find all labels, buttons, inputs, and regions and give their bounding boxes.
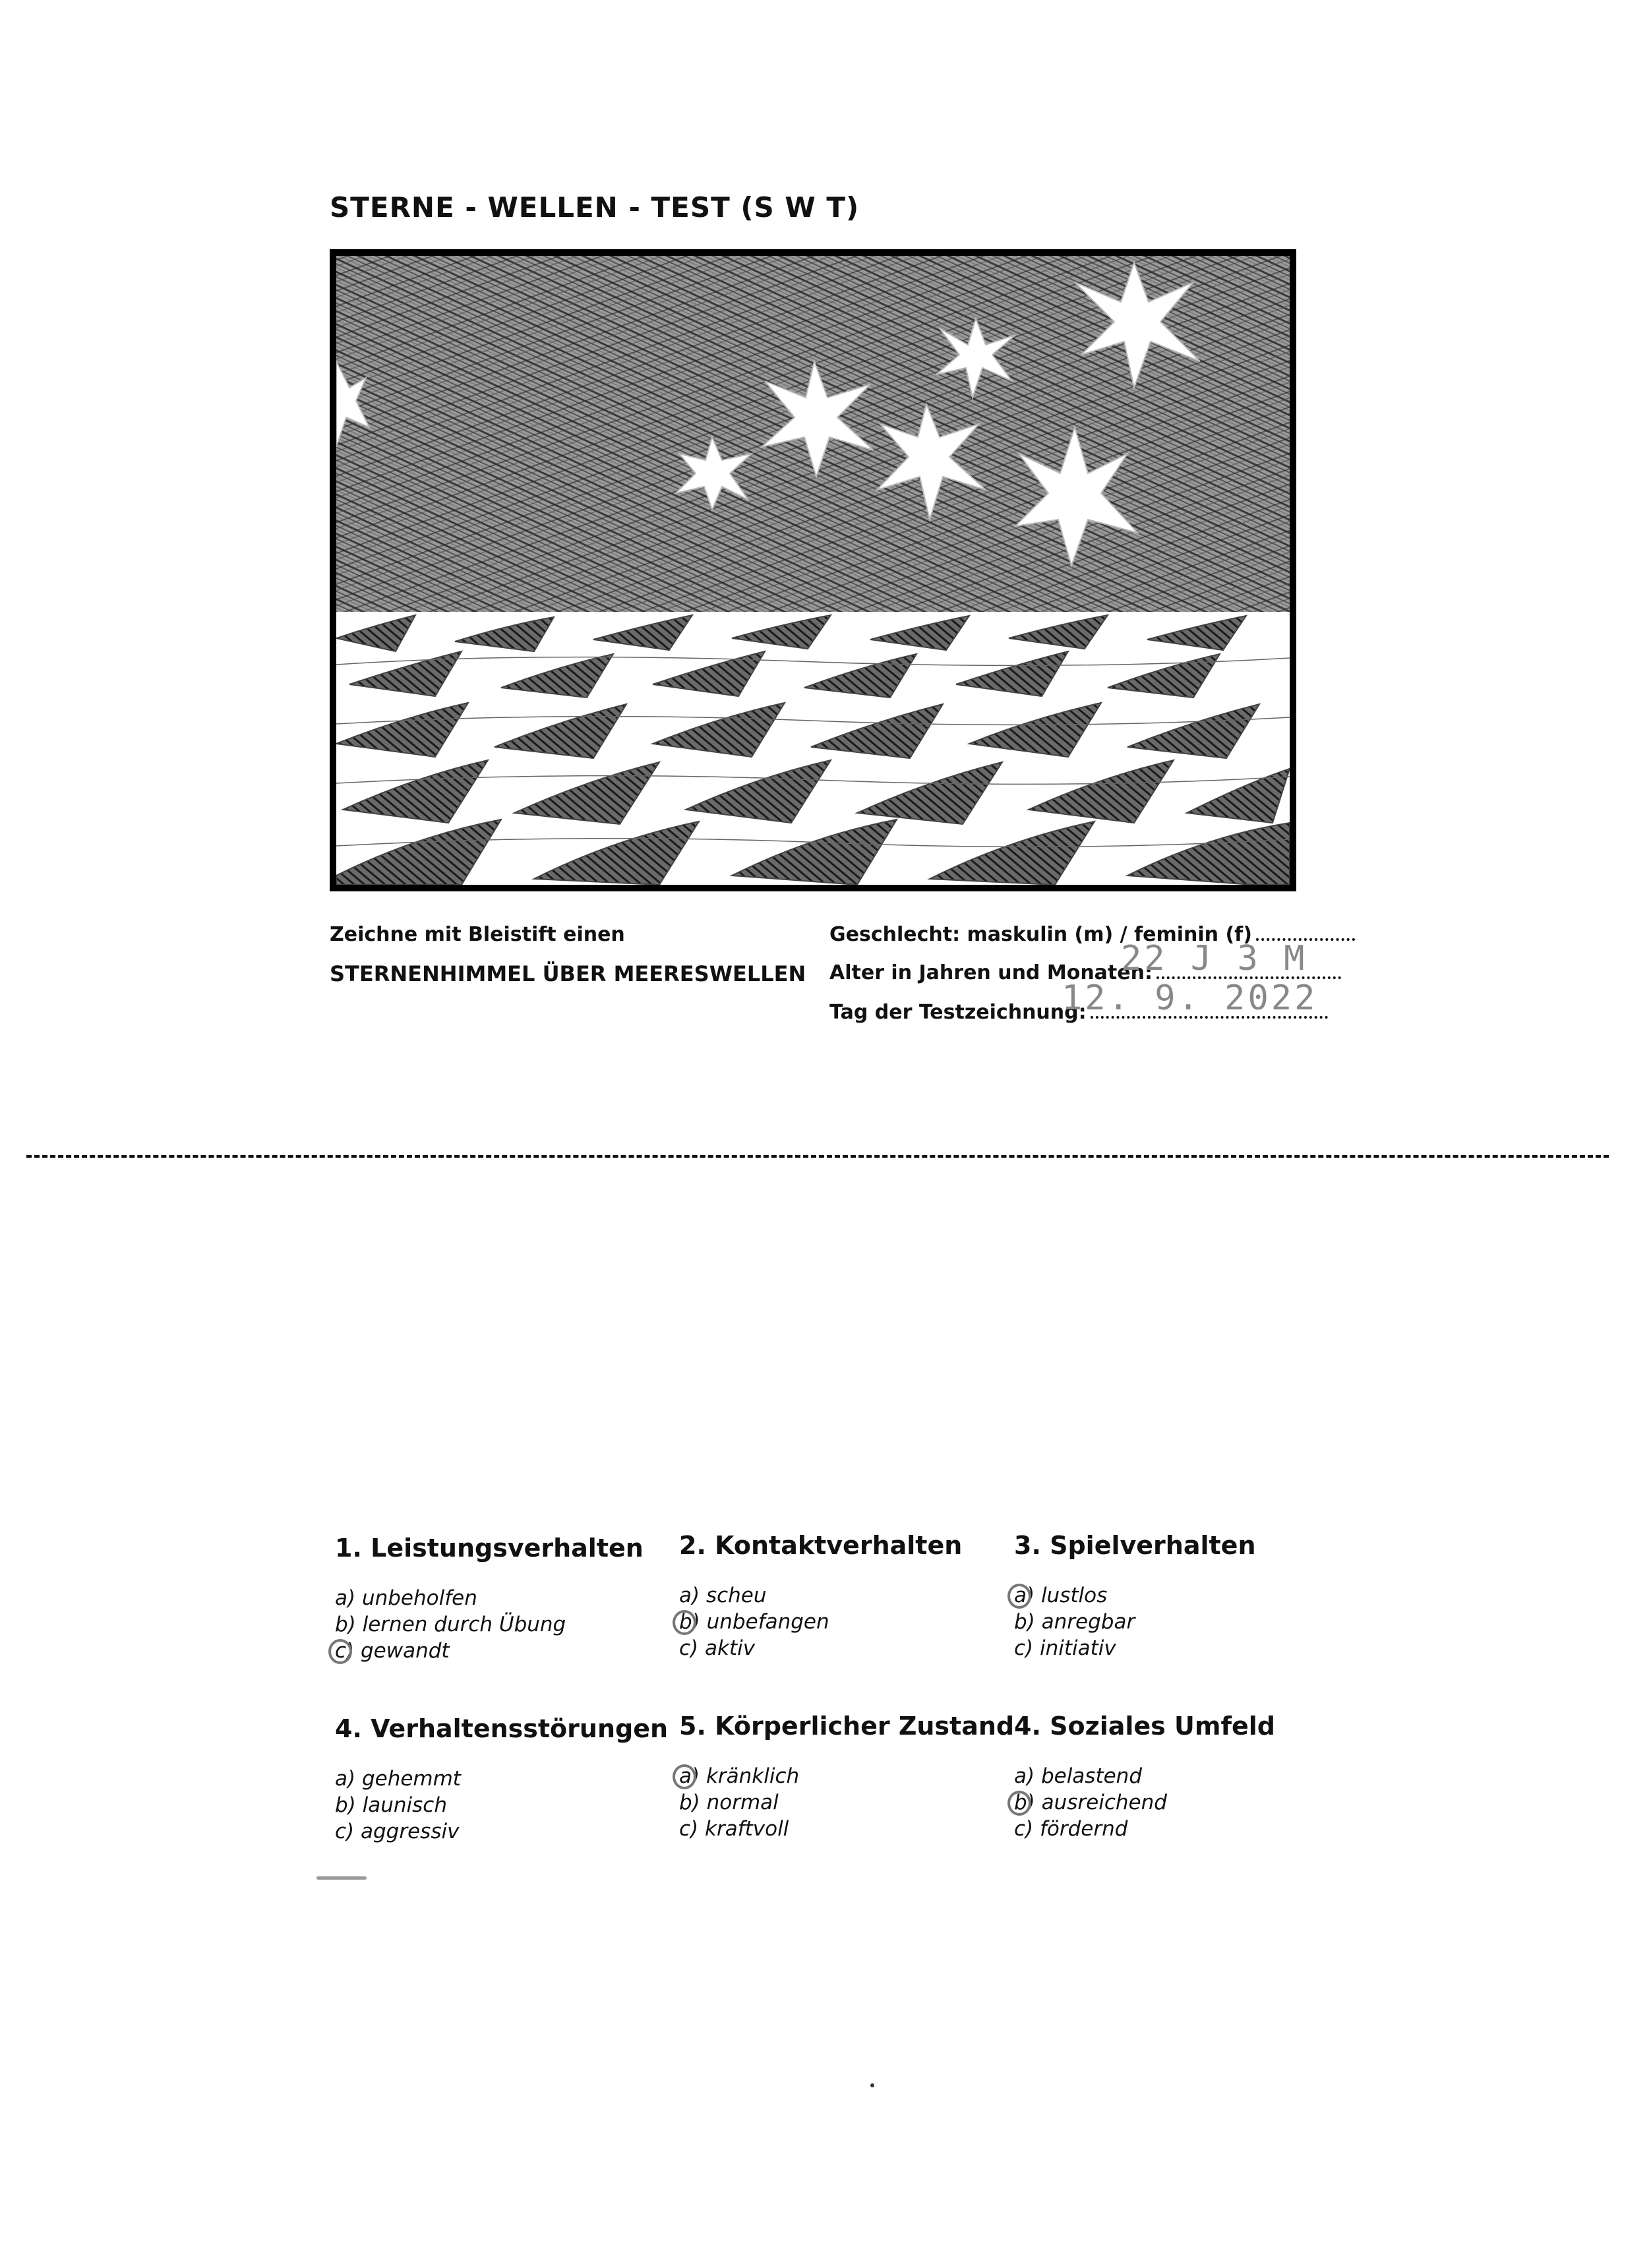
option-b[interactable]: b) normal: [679, 1791, 779, 1814]
pencil-circle-mark: [1007, 1791, 1031, 1816]
group-6: [1014, 1712, 1275, 1842]
group-4: [335, 1714, 668, 1845]
pencil-drawing-stars-over-waves: [336, 256, 1290, 885]
age-label: Alter in Jahren und Monaten:: [829, 961, 1153, 984]
option-a[interactable]: a) scheu: [679, 1584, 767, 1607]
group-2: [679, 1531, 962, 1661]
date-handwritten-value: 12. 9. 2022: [1062, 978, 1318, 1018]
option-a[interactable]: a) lustlos: [1014, 1582, 1256, 1609]
group-5: [679, 1712, 1014, 1842]
option-c[interactable]: c) fördernd: [1014, 1817, 1128, 1841]
option-b[interactable]: b) anregbar: [1014, 1610, 1135, 1634]
instruction-line-2: STERNENHIMMEL ÜBER MEERESWELLEN: [330, 961, 806, 986]
instruction-line-1: Zeichne mit Bleistift einen: [330, 923, 625, 946]
group-title: 1. Leistungsverhalten: [335, 1534, 644, 1563]
gender-label: Geschlecht: maskulin (m) / feminin (f): [829, 923, 1252, 946]
option-c[interactable]: c) kraftvoll: [679, 1817, 789, 1841]
group-title: 3. Spielverhalten: [1014, 1531, 1256, 1560]
option-a[interactable]: a) unbeholfen: [335, 1586, 477, 1610]
option-c[interactable]: c) initiativ: [1014, 1636, 1116, 1660]
date-label: Tag der Testzeichnung:: [829, 1001, 1087, 1024]
pencil-circle-mark: [1007, 1584, 1031, 1609]
pencil-circle-mark: [328, 1639, 352, 1664]
age-handwritten-value: 22 J 3 M: [1121, 939, 1307, 978]
pencil-circle-mark: [673, 1764, 696, 1789]
option-b[interactable]: b) lernen durch Übung: [335, 1613, 566, 1636]
group-title: 4. Verhaltensstörungen: [335, 1714, 669, 1743]
pencil-circle-mark: [673, 1610, 696, 1635]
pencil-smudge: [316, 1876, 367, 1880]
option-c[interactable]: c) gewandt: [335, 1638, 644, 1664]
group-title: 2. Kontaktverhalten: [679, 1531, 963, 1560]
group-title: 4. Soziales Umfeld: [1014, 1712, 1275, 1741]
option-c[interactable]: c) aggressiv: [335, 1820, 460, 1843]
option-c[interactable]: c) aktiv: [679, 1636, 756, 1660]
group-1: [335, 1534, 644, 1664]
option-b[interactable]: b) unbefangen: [679, 1609, 962, 1635]
option-b[interactable]: b) launisch: [335, 1793, 447, 1817]
option-a[interactable]: a) belastend: [1014, 1764, 1143, 1788]
option-b[interactable]: b) ausreichend: [1014, 1789, 1275, 1816]
drawing-frame: [330, 249, 1296, 891]
option-a[interactable]: a) gehemmt: [335, 1767, 461, 1791]
form-title: STERNE - WELLEN - TEST (S W T): [330, 191, 860, 224]
option-a[interactable]: a) kränklich: [679, 1763, 1014, 1789]
group-title: 5. Körperlicher Zustand: [679, 1712, 1015, 1741]
paper-speck: [870, 2083, 874, 2087]
group-3: [1014, 1531, 1256, 1661]
cut-line: [26, 1155, 1609, 1158]
